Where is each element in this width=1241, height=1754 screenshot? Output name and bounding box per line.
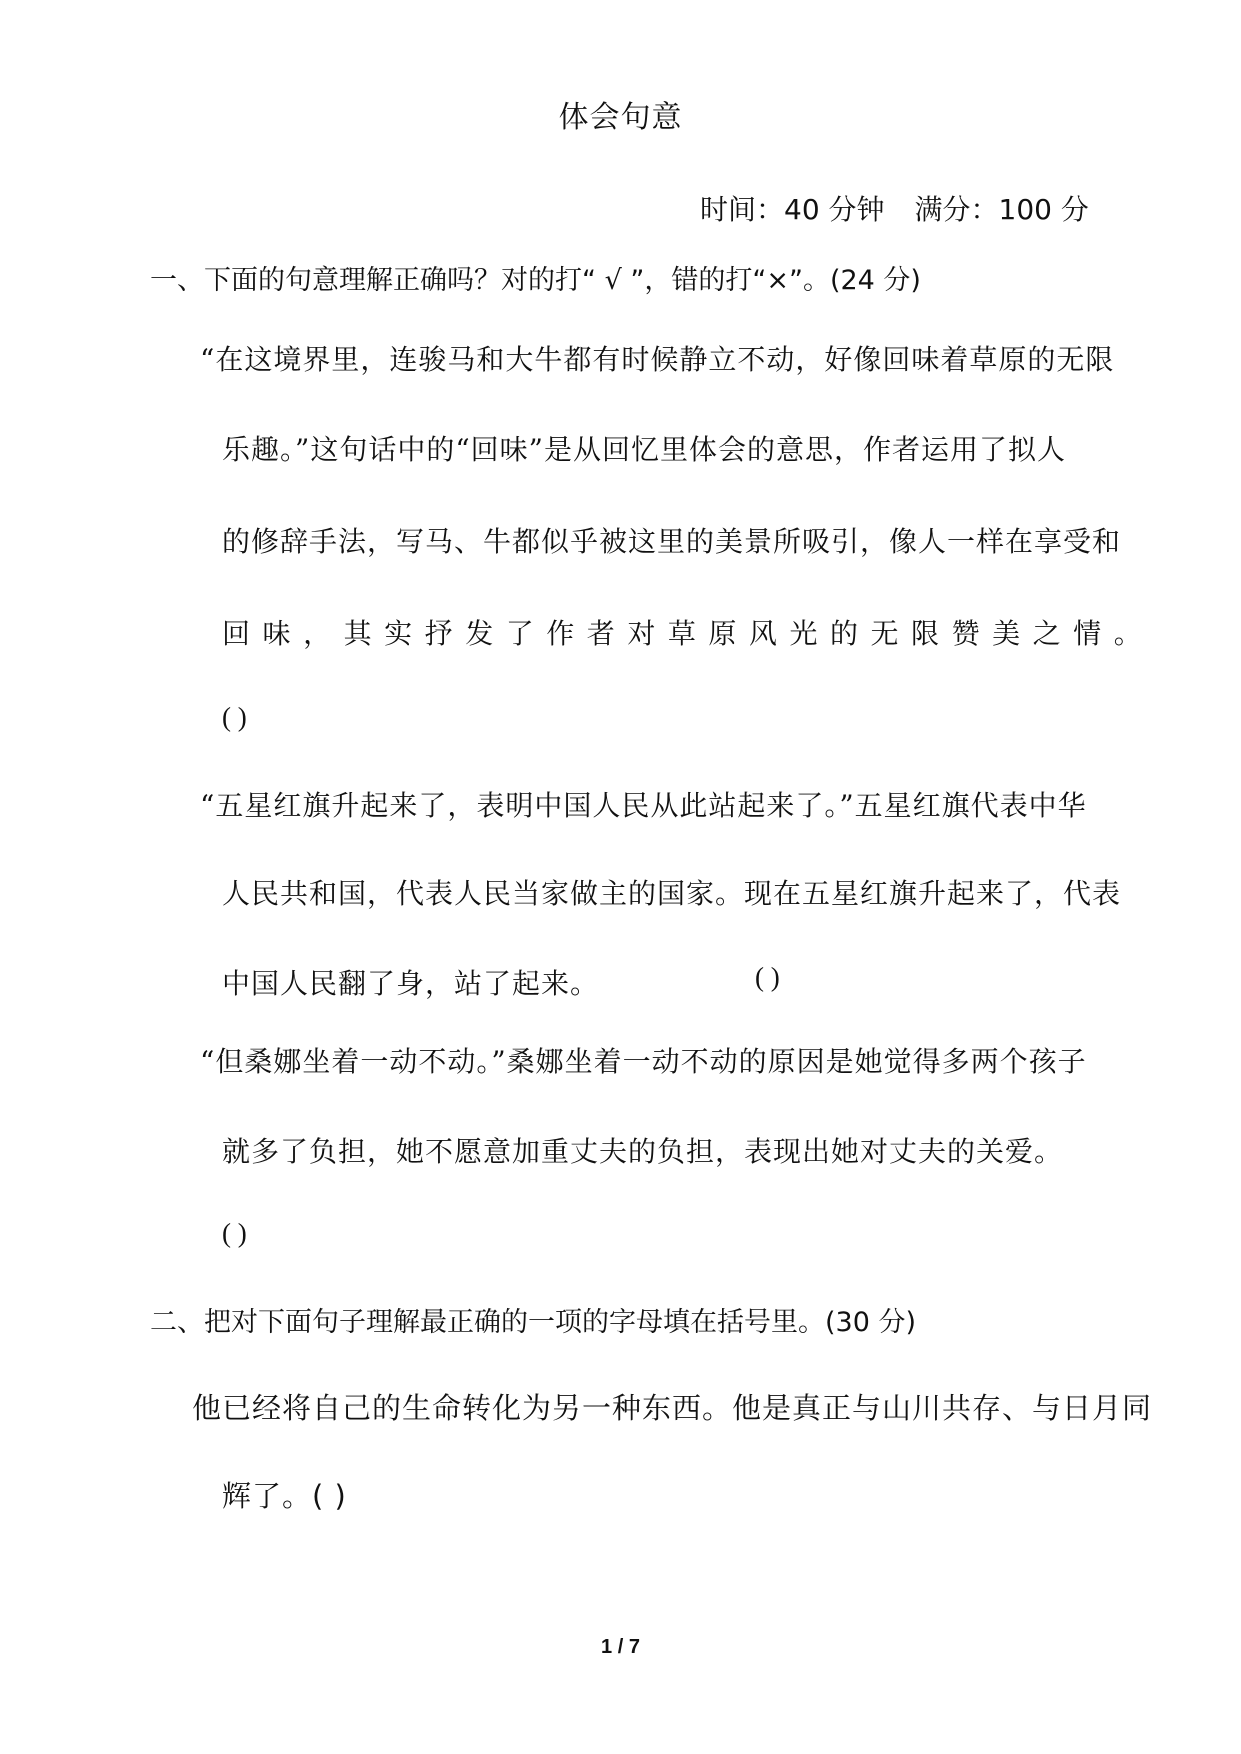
char-glyph: 实 [384,617,413,650]
s1-q1-line4 [222,612,1142,652]
char-glyph: 风 [748,617,777,650]
section-1-heading: 一、下面的句意理解正确吗？对的打“ √ ”，错的打“×”。(24 分) [150,265,921,296]
s1-q3-answer-blank[interactable]: ( ) [222,1218,247,1248]
s1-q2-line2: 人民共和国，代表人民当家做主的国家。现在五星红旗升起来了，代表 [222,877,1122,910]
s1-q1-answer-blank[interactable]: ( ) [222,702,247,732]
s1-q1-line2: 乐趣。”这句话中的“回味”是从回忆里体会的意思，作者运用了拟人 [222,433,1066,466]
char-glyph: 草 [667,617,696,650]
s1-q2-answer-blank[interactable]: ( ) [755,962,780,992]
char-glyph: 了 [505,617,534,650]
char-glyph: 者 [586,617,615,650]
char-glyph: 之 [1032,617,1061,650]
section-2-heading: 二、把对下面句子理解最正确的一项的字母填在括号里。(30 分) [150,1307,917,1338]
page-title: 体会句意 [558,100,683,135]
char-glyph: 其 [343,617,372,650]
s1-q1-line3: 的修辞手法，写马、牛都似乎被这里的美景所吸引，像人一样在享受和 [222,525,1122,558]
char-glyph: 限 [911,617,940,650]
char-glyph: 原 [708,617,737,650]
s1-q3-line2: 就多了负担，她不愿意加重丈夫的负担，表现出她对丈夫的关爱。 [222,1135,1064,1168]
char-glyph: 无 [870,617,899,650]
char-glyph: 抒 [424,617,453,650]
page-number: 1 / 7 [601,1636,640,1658]
char-glyph: 回 [222,617,251,650]
s2-q1-line2[interactable]: 辉了。( ) [222,1479,347,1513]
exam-meta [700,188,1089,228]
time-limit: 时间：40 分钟 [700,193,885,226]
char-glyph: 味 [262,617,291,650]
char-glyph: 发 [465,617,494,650]
char-glyph: 。 [1113,617,1142,650]
char-glyph: 赞 [951,617,980,650]
char-glyph: 的 [829,617,858,650]
char-glyph: 光 [789,617,818,650]
char-glyph: ， [303,617,332,650]
full-score: 满分：100 分 [914,193,1089,226]
s1-q2-line3: 中国人民翻了身，站了起来。 [222,967,600,1000]
char-glyph: 作 [546,617,575,650]
char-glyph: 情 [1073,617,1102,650]
char-glyph: 对 [627,617,656,650]
s1-q1-line1: “在这境界里，连骏马和大牛都有时候静立不动，好像回味着草原的无限 [200,343,1115,376]
char-glyph: 美 [992,617,1021,650]
s1-q2-line1: “五星红旗升起来了，表明中国人民从此站起来了。”五星红旗代表中华 [200,789,1087,822]
s2-q1-line1: 他已经将自己的生命转化为另一种东西。他是真正与山川共存、与日月同 [192,1391,1153,1425]
s1-q3-line1: “但桑娜坐着一动不动。”桑娜坐着一动不动的原因是她觉得多两个孩子 [200,1045,1087,1078]
